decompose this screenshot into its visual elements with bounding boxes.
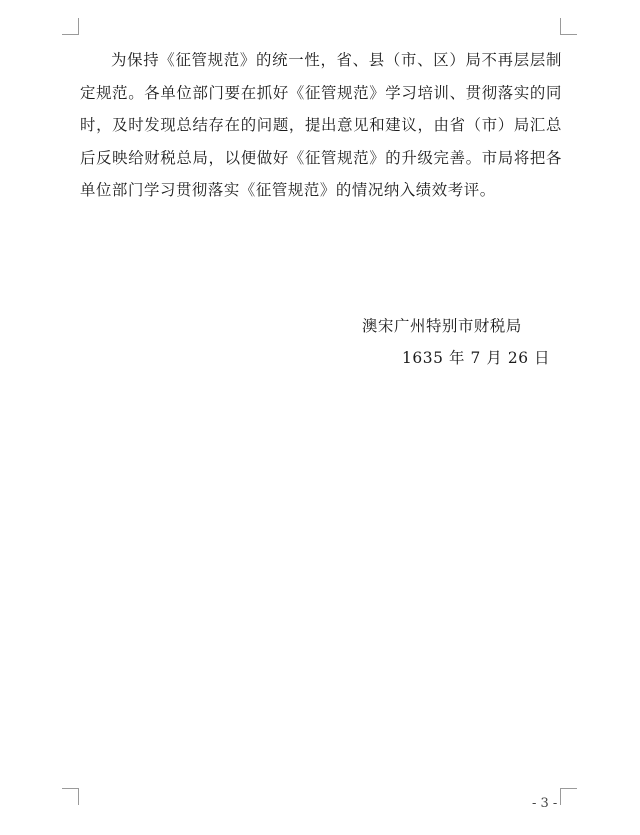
issue-date: 1635 年 7 月 26 日 — [402, 349, 551, 367]
crop-mark-bottom-right — [560, 788, 577, 805]
issuing-organization: 澳宋广州特别市财税局 — [362, 317, 522, 335]
crop-mark-top-right — [560, 18, 577, 35]
crop-mark-top-left — [62, 18, 79, 35]
page-number: - 3 - — [532, 796, 558, 811]
crop-mark-bottom-left — [62, 788, 79, 805]
body-paragraph: 为保持《征管规范》的统一性，省、县（市、区）局不再层层制定规范。各单位部门要在抓好《征管规范》学习培训、贯彻落实的同时，及时发现总结存在的问题，提出意见和建议，由省（市）局汇总后反映给财税总局，以便做好《征管规范》的升级完善。市局将把各单位部门学习贯彻落实《征管规范》的情况纳入绩效考评。 — [80, 51, 562, 200]
